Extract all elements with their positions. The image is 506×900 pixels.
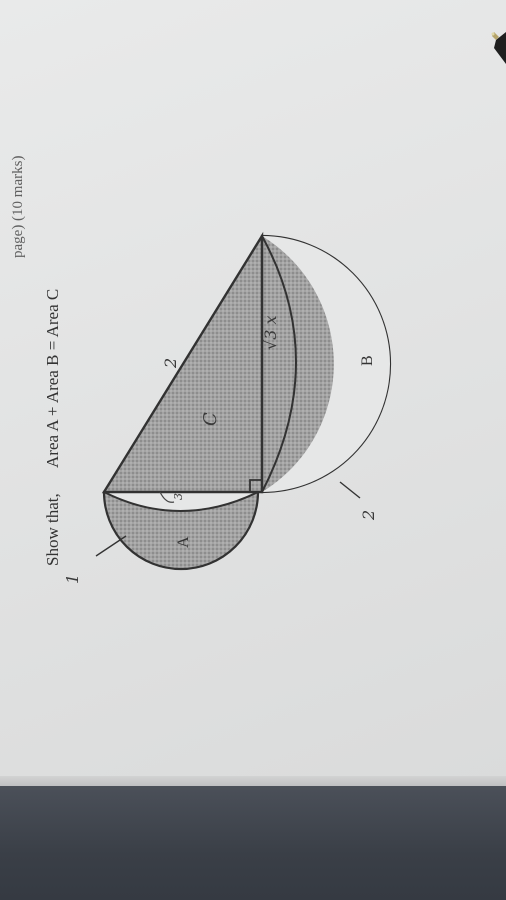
handwritten-diameter-a: 1 <box>63 573 82 584</box>
pointer-a <box>96 536 126 556</box>
equation-text: Area A + Area B = Area C <box>43 288 62 468</box>
header-fragment: page) (10 marks) <box>10 155 26 258</box>
handwritten-hypotenuse-label: 2 <box>161 357 180 368</box>
pen-tip <box>490 28 506 88</box>
instruction-text: Show that, <box>43 493 62 566</box>
pointer-b <box>340 482 360 498</box>
triangle-c <box>104 236 262 492</box>
label-a: A <box>175 536 192 548</box>
label-b: B <box>359 355 376 366</box>
handwritten-leg-label: √3 x <box>261 315 280 350</box>
handwritten-diameter-b: 2 <box>359 509 378 520</box>
handwritten-angle-mark: 3 <box>172 493 185 500</box>
label-c: C <box>200 412 221 426</box>
